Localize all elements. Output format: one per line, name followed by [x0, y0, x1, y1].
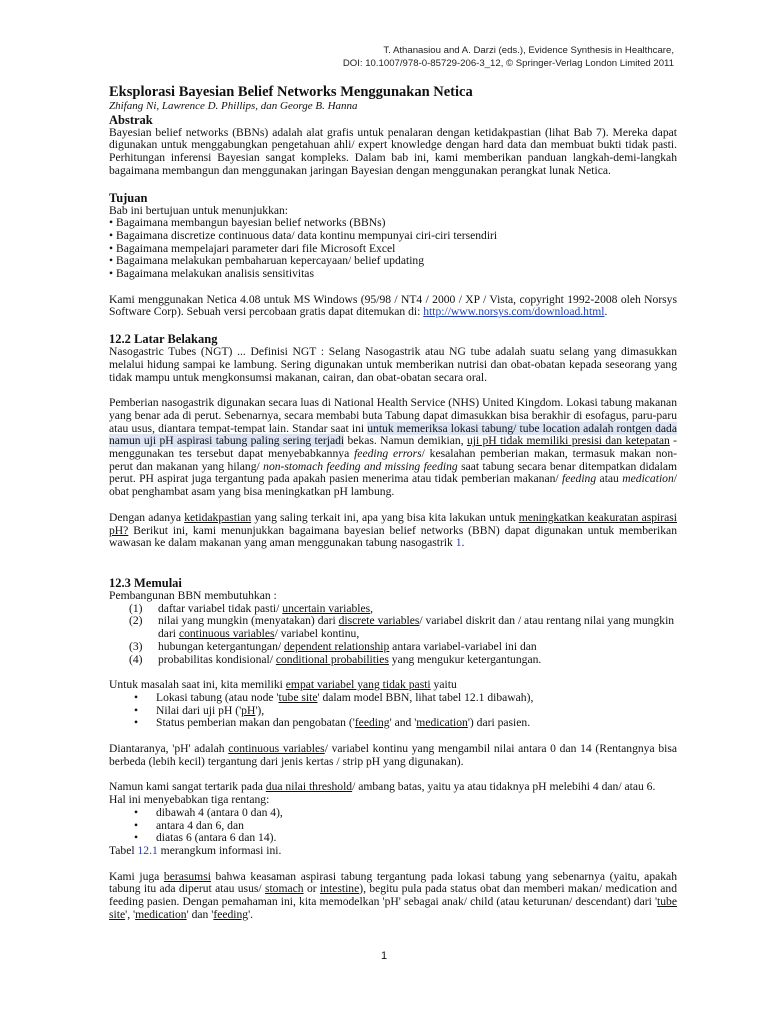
list-item: • dibawah 4 (antara 0 dan 4), — [156, 807, 677, 820]
list-item: • Nilai dari uji pH ('pH'), — [156, 705, 677, 718]
list-item: • diatas 6 (antara 6 dan 14). — [156, 832, 677, 845]
reference-link-1[interactable]: 1 — [455, 536, 462, 550]
assumption-paragraph: Kami juga berasumsi bahwa keasaman aspirasi tabung tergantung pada lokasi tabung yang sebenarnya (yaitu, apakah tabung itu ada diperut atau usus/ stomach or intestine), begitu pula pada status obat dan memberi makan/ medication and feeding pasien. Dengan pemahaman ini, kita memodelkan 'pH' sebagai anak/ child (atau keturunan/ descendant) dari 'tube site', 'medication' dan 'feeding'. — [109, 869, 678, 921]
memulai-intro: Pembangunan BBN membutuhkan : — [109, 588, 277, 602]
latar-paragraph-3: Dengan adanya ketidakpastian yang saling terkait ini, apa yang bisa kita lakukan untuk meningkatkan keakuratan aspirasi pH? Berikut ini, kami menunjukkan bagaimana bayesian belief networks (BBN) dapat digunakan untuk memberikan wawasan ke dalam makanan yang aman menggunakan tabung nasogastrik 1. — [109, 510, 677, 550]
list-item: • Bagaimana membangun bayesian belief networks (BBNs) — [109, 216, 386, 230]
abstract-heading: Abstrak — [109, 112, 153, 127]
norsys-download-link[interactable]: http://www.norsys.com/download.html — [423, 305, 605, 319]
threshold-paragraph: Namun kami sangat tertarik pada dua nilai threshold/ ambang batas, yaitu ya atau tidaknya pH melebihi 4 dan/ atau 6. — [109, 780, 656, 794]
requirements-list — [109, 603, 677, 667]
variables-list — [109, 692, 677, 730]
abstract-text: Bayesian belief networks (BBNs) adalah alat grafis untuk penalaran dengan ketidakpastian (lihat Bab 7). Mereka dapat digunakan untuk menggabungkan pengetahuan ahli/ expert knowledge dengan hard data dan membuat bukti tidak pasti. Perhitungan inferensi Bayesian sangat kompleks. Dalam bab ini, kami memberikan panduan langkah-demi-langkah bagaimana membangun dan menggunakan jaringan Bayesian dengan menggunakan perangkat lunak Netica. — [109, 125, 677, 177]
document-title: Eksplorasi Bayesian Belief Networks Menggunakan Netica — [109, 84, 473, 100]
list-item: • Status pemberian makan dan pengobatan ('feeding' and 'medication') dari pasien. — [156, 717, 677, 730]
ranges-intro: Hal ini menyebabkan tiga rentang: — [109, 793, 270, 807]
list-item: • Bagaimana melakukan analisis sensitivitas — [109, 267, 314, 281]
document-authors: Zhifang Ni, Lawrence D. Phillips, dan George B. Hanna — [109, 100, 358, 112]
netica-paragraph: Kami menggunakan Netica 4.08 untuk MS Windows (95/98 / NT4 / 2000 / XP / Vista, copyright 1992-2008 oleh Norsys Software Corp). Sebuah versi percobaan gratis dapat ditemukan di: http://www.norsys.com/download.html. — [109, 292, 677, 319]
list-item: • Bagaimana discretize continuous data/ data kontinu mempunyai ciri-ciri tersendiri — [109, 228, 498, 242]
citation-line-1: T. Athanasiou and A. Darzi (eds.), Evidence Synthesis in Healthcare, — [383, 45, 674, 56]
tujuan-list — [109, 217, 677, 281]
list-item: (2) nilai yang mungkin (menyatakan) dari discrete variables/ variabel diskrit dan / atau rentang nilai yang mungkin dari continuous variables/ variabel kontinu, — [129, 614, 675, 641]
latar-belakang-heading: 12.2 Latar Belakang — [109, 332, 218, 347]
list-item: • Bagaimana melakukan pembaharuan kepercayaan/ belief updating — [109, 254, 425, 268]
latar-paragraph-2: Pemberian nasogastrik digunakan secara luas di National Health Service (NHS) United Kingdom. Lokasi tabung makanan yang benar ada di perut. Sebenarnya, secara membabi buta Tabung dapat dimasukkan bisa berakhir di esofagus, paru-paru atau usus, diantara tempat-tempat lain. Standar saat ini untuk memeriksa lokasi tabung/ tube location adalah rontgen dada namun uji pH aspirasi tabung paling sering terjadi bekas. Namun demikian, uji pH tidak memiliki presisi dan ketepatan - menggunakan tes tersebut dapat menyebabkannya feeding errors/ kesalahan pemberian makan, termasuk makan non-perut dan makanan yang hilang/ non-stomach feeding and missing feeding saat tabung secara benar ditempatkan didalam perut. PH aspirat juga tergantung pada apakah pasien menerima atau tidak pemberian makanan/ feeding atau medication/ obat penghambat asam yang bisa meningkatkan pH lambung. — [109, 396, 678, 499]
list-item: • antara 4 dan 6, dan — [156, 820, 677, 833]
tujuan-intro: Bab ini bertujuan untuk menunjukkan: — [109, 203, 289, 217]
list-item: • Bagaimana mempelajari parameter dari file Microsoft Excel — [109, 241, 396, 255]
document-body — [109, 84, 677, 921]
ph-paragraph: Diantaranya, 'pH' adalah continuous variables/ variabel kontinu yang mengambil nilai antara 0 dan 14 (Rentangnya bisa berbeda (lebih kecil) tergantung dari jenis kertas / strip pH yang digunakan). — [109, 742, 678, 768]
list-item: (4) probabilitas kondisional/ conditional probabilities yang mengukur ketergantungan. — [129, 652, 542, 666]
variables-intro: Untuk masalah saat ini, kita memiliki empat variabel yang tidak pasti yaitu — [109, 678, 457, 692]
table-reference-link[interactable]: 12.1 — [137, 843, 158, 857]
memulai-heading: 12.3 Memulai — [109, 575, 182, 590]
list-item: (3) hubungan ketergantungan/ dependent relationship antara variabel-variabel ini dan — [129, 639, 537, 653]
table-summary: Tabel 12.1 merangkum informasi ini. — [109, 843, 282, 857]
citation-line-2: DOI: 10.1007/978-0-85729-206-3_12, © Springer-Verlag London Limited 2011 — [342, 58, 674, 69]
latar-paragraph-1: Nasogastric Tubes (NGT) ... Definisi NGT : Selang Nasogastrik atau NG tube adalah suatu selang yang dimasukkan melalui hidung sampai ke lambung. Sering digunakan untuk memberikan nutrisi dan obat-obatan kepada seseorang yang tidak mampu untuk mengkonsumsi makanan, cairan, dan obat-obatan secara oral. — [109, 345, 677, 384]
tujuan-heading: Tujuan — [109, 190, 148, 205]
citation-header — [343, 44, 674, 70]
list-item: (1) daftar variabel tidak pasti/ uncertain variables, — [129, 601, 374, 615]
highlighted-text: untuk memeriksa lokasi tabung/ tube location adalah rontgen dada namun uji pH aspirasi tabung paling sering terjadi — [109, 421, 677, 448]
ranges-list — [109, 807, 677, 845]
list-item: • Lokasi tabung (atau node 'tube site' dalam model BBN, lihat tabel 12.1 dibawah), — [156, 692, 677, 705]
page-number: 1 — [380, 950, 388, 962]
